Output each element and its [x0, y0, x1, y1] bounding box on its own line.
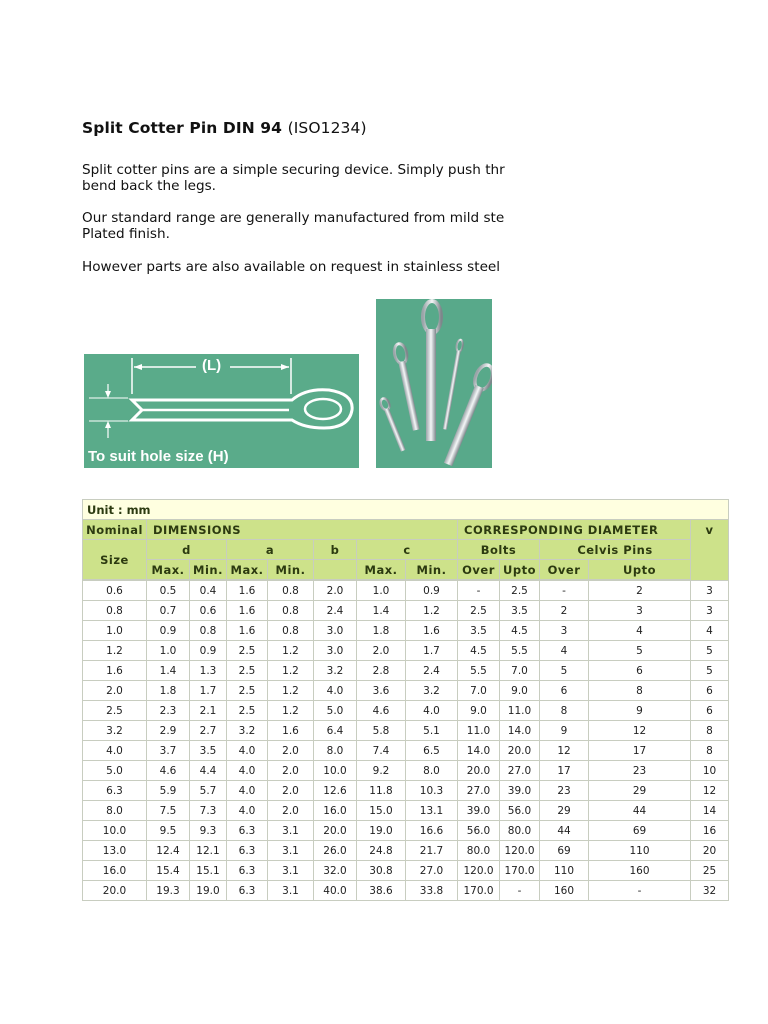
sub-clevis-upto: Upto [589, 560, 690, 579]
table-cell: 69 [540, 841, 588, 860]
table-cell: 3.1 [268, 841, 313, 860]
table-cell: 1.2 [268, 701, 313, 720]
table-cell: 1.6 [406, 621, 457, 640]
table-cell: 11.0 [458, 721, 499, 740]
table-cell: 25 [691, 861, 728, 880]
table-cell: 4.0 [83, 741, 146, 760]
table-cell: 2 [540, 601, 588, 620]
table-cell: 3.1 [268, 821, 313, 840]
table-cell: 14.0 [500, 721, 539, 740]
table-cell: 4 [589, 621, 690, 640]
table-cell: 6.3 [227, 881, 267, 900]
table-cell: 39.0 [500, 781, 539, 800]
table-cell: 1.0 [357, 581, 405, 600]
table-cell: 3.2 [227, 721, 267, 740]
table-cell: 20.0 [500, 741, 539, 760]
table-cell: 23 [589, 761, 690, 780]
table-cell: 5.7 [190, 781, 226, 800]
table-cell: 1.7 [190, 681, 226, 700]
table-cell: 120.0 [458, 861, 499, 880]
table-cell: 6.3 [83, 781, 146, 800]
table-cell: 8 [540, 701, 588, 720]
sub-a-max: Max. [227, 560, 267, 579]
table-cell: 6.3 [227, 821, 267, 840]
cotter-pins-illustration [376, 299, 492, 468]
header-size: Size [83, 540, 146, 579]
table-cell: 8 [691, 741, 728, 760]
table-cell: 1.6 [227, 601, 267, 620]
stainless-paragraph [82, 259, 522, 275]
table-cell: 0.7 [147, 601, 189, 620]
table-cell: 9 [589, 701, 690, 720]
table-cell: 9.3 [190, 821, 226, 840]
table-cell: 14.0 [458, 741, 499, 760]
table-cell: 8.0 [83, 801, 146, 820]
table-cell: 170.0 [458, 881, 499, 900]
table-cell: 4.5 [458, 641, 499, 660]
table-cell: 69 [589, 821, 690, 840]
table-cell: 4.6 [147, 761, 189, 780]
table-cell: 3 [540, 621, 588, 640]
table-cell: 1.2 [268, 661, 313, 680]
table-cell: 4.6 [357, 701, 405, 720]
table-cell: 24.8 [357, 841, 405, 860]
table-row [83, 861, 728, 880]
table-cell: 2.5 [227, 681, 267, 700]
table-cell: 33.8 [406, 881, 457, 900]
table-cell: 0.8 [268, 581, 313, 600]
table-cell: 2.5 [83, 701, 146, 720]
table-row [83, 601, 728, 620]
table-cell: 13.1 [406, 801, 457, 820]
sub-d-min: Min. [190, 560, 226, 579]
table-cell: 1.7 [406, 641, 457, 660]
table-cell: 30.8 [357, 861, 405, 880]
table-cell: 0.5 [147, 581, 189, 600]
table-cell: 8 [589, 681, 690, 700]
table-cell: 1.6 [227, 621, 267, 640]
table-cell: 3.5 [458, 621, 499, 640]
table-cell: 11.8 [357, 781, 405, 800]
page-title: Split Cotter Pin DIN 94 (ISO1234) [82, 119, 367, 137]
table-cell: 14 [691, 801, 728, 820]
table-cell: 1.6 [268, 721, 313, 740]
table-cell: 5 [691, 641, 728, 660]
intro-paragraph [82, 162, 522, 194]
sub-c-max: Max. [357, 560, 405, 579]
header-clevis-pins: Celvis Pins [540, 540, 690, 559]
table-cell: 27.0 [500, 761, 539, 780]
table-cell: 15.1 [190, 861, 226, 880]
sub-clevis-over: Over [540, 560, 588, 579]
table-cell: 5.5 [500, 641, 539, 660]
table-cell: 2.5 [227, 701, 267, 720]
table-cell: 0.4 [190, 581, 226, 600]
table-cell: 6.5 [406, 741, 457, 760]
table-cell: - [458, 581, 499, 600]
header-c: c [357, 540, 457, 559]
table-cell: 3.0 [314, 641, 356, 660]
table-cell: - [540, 581, 588, 600]
table-cell: 4 [691, 621, 728, 640]
header-nominal: Nominal [83, 520, 146, 539]
table-cell: 5.8 [357, 721, 405, 740]
table-cell: 4 [540, 641, 588, 660]
table-cell: 2.5 [227, 661, 267, 680]
table-cell: 2.5 [227, 641, 267, 660]
table-cell: 29 [540, 801, 588, 820]
table-cell: 2 [589, 581, 690, 600]
table-cell: 6 [589, 661, 690, 680]
table-cell: 5.0 [314, 701, 356, 720]
table-row [83, 841, 728, 860]
table-cell: 32 [691, 881, 728, 900]
header-v: v [691, 520, 728, 580]
table-cell: 5 [589, 641, 690, 660]
table-row [83, 681, 728, 700]
table-cell: 6.4 [314, 721, 356, 740]
table-cell: 20 [691, 841, 728, 860]
table-cell: 1.6 [227, 581, 267, 600]
material-line-2: Plated finish. [82, 226, 170, 242]
table-cell: - [500, 881, 539, 900]
table-cell: 80.0 [500, 821, 539, 840]
table-cell: 5.0 [83, 761, 146, 780]
table-row [83, 801, 728, 820]
table-cell: 4.0 [314, 681, 356, 700]
intro-line-2: bend back the legs. [82, 178, 216, 194]
table-cell: 2.9 [147, 721, 189, 740]
table-cell: 6 [540, 681, 588, 700]
table-cell: 44 [540, 821, 588, 840]
material-line-1: Our standard range are generally manufactured from mild ste [82, 210, 505, 226]
table-cell: 0.6 [190, 601, 226, 620]
table-cell: 9.0 [458, 701, 499, 720]
table-cell: 3.5 [500, 601, 539, 620]
table-cell: 17 [540, 761, 588, 780]
table-cell: 2.1 [190, 701, 226, 720]
table-row [83, 881, 728, 900]
table-cell: 5.1 [406, 721, 457, 740]
table-cell: 5.5 [458, 661, 499, 680]
table-cell: 38.6 [357, 881, 405, 900]
table-cell: 4.4 [190, 761, 226, 780]
table-cell: 2.8 [357, 661, 405, 680]
header-corresponding-diameter: CORRESPONDING DIAMETER [458, 520, 690, 539]
table-cell: 3.2 [83, 721, 146, 740]
table-cell: 4.0 [227, 741, 267, 760]
table-cell: 110 [540, 861, 588, 880]
table-cell: 5.9 [147, 781, 189, 800]
table-row [83, 761, 728, 780]
table-cell: 110 [589, 841, 690, 860]
table-cell: 0.8 [190, 621, 226, 640]
table-cell: 10.0 [83, 821, 146, 840]
table-cell: 5 [691, 661, 728, 680]
length-label: (L) [202, 357, 222, 374]
table-cell: 3.1 [268, 881, 313, 900]
table-cell: 7.4 [357, 741, 405, 760]
table-cell: 7.0 [458, 681, 499, 700]
header-d: d [147, 540, 226, 559]
sub-bolts-over: Over [458, 560, 499, 579]
sub-bolts-upto: Upto [500, 560, 539, 579]
table-cell: 80.0 [458, 841, 499, 860]
table-cell: 44 [589, 801, 690, 820]
table-cell: 7.0 [500, 661, 539, 680]
table-cell: 8.0 [314, 741, 356, 760]
table-cell: 6.3 [227, 841, 267, 860]
table-cell: 6 [691, 701, 728, 720]
table-cell: 1.8 [357, 621, 405, 640]
table-row [83, 781, 728, 800]
sub-d-max: Max. [147, 560, 189, 579]
table-cell: 2.5 [458, 601, 499, 620]
cotter-pin-diagram [84, 354, 359, 468]
table-cell: 20.0 [83, 881, 146, 900]
table-cell: 8.0 [406, 761, 457, 780]
table-cell: 27.0 [458, 781, 499, 800]
table-cell: 0.9 [147, 621, 189, 640]
unit-label: Unit : mm [83, 500, 728, 519]
table-cell: 0.9 [406, 581, 457, 600]
table-cell: 1.8 [147, 681, 189, 700]
table-cell: 12.1 [190, 841, 226, 860]
table-cell: 20.0 [458, 761, 499, 780]
table-cell: 3 [589, 601, 690, 620]
table-cell: 12.6 [314, 781, 356, 800]
header-a: a [227, 540, 313, 559]
table-cell: 3 [691, 581, 728, 600]
table-cell: 2.4 [406, 661, 457, 680]
table-cell: 11.0 [500, 701, 539, 720]
table-cell: 3.2 [406, 681, 457, 700]
table-cell: 19.3 [147, 881, 189, 900]
table-cell: 7.3 [190, 801, 226, 820]
table-cell: 16.0 [314, 801, 356, 820]
table-cell: 19.0 [190, 881, 226, 900]
table-cell: 12.4 [147, 841, 189, 860]
table-cell: 0.8 [268, 601, 313, 620]
table-cell: 1.2 [268, 641, 313, 660]
table-cell: 2.0 [314, 581, 356, 600]
table-cell: 0.9 [190, 641, 226, 660]
table-cell: 160 [540, 881, 588, 900]
table-row [83, 661, 728, 680]
table-cell: 0.6 [83, 581, 146, 600]
table-row [83, 621, 728, 640]
sub-c-min: Min. [406, 560, 457, 579]
table-cell: 16.0 [83, 861, 146, 880]
table-cell: 21.7 [406, 841, 457, 860]
table-cell: 3.0 [314, 621, 356, 640]
table-cell: 1.4 [357, 601, 405, 620]
hole-size-label: To suit hole size (H) [88, 448, 229, 465]
intro-line-1: Split cotter pins are a simple securing device. Simply push thr [82, 162, 505, 178]
table-cell: 4.5 [500, 621, 539, 640]
table-cell: 10.3 [406, 781, 457, 800]
table-cell: 29 [589, 781, 690, 800]
table-cell: 3.6 [357, 681, 405, 700]
table-cell: 0.8 [268, 621, 313, 640]
dimensions-table [82, 499, 729, 901]
table-cell: 56.0 [458, 821, 499, 840]
table-cell: 1.0 [83, 621, 146, 640]
table-cell: 19.0 [357, 821, 405, 840]
table-cell: 3.7 [147, 741, 189, 760]
table-cell: 26.0 [314, 841, 356, 860]
header-dimensions: DIMENSIONS [147, 520, 457, 539]
table-row [83, 641, 728, 660]
table-cell: 170.0 [500, 861, 539, 880]
table-cell: 15.0 [357, 801, 405, 820]
table-cell: 4.0 [406, 701, 457, 720]
table-cell: 3.2 [314, 661, 356, 680]
table-cell: 4.0 [227, 761, 267, 780]
table-cell: 1.3 [190, 661, 226, 680]
table-cell: 160 [589, 861, 690, 880]
table-row [83, 701, 728, 720]
sub-b-empty [314, 560, 356, 579]
material-paragraph [82, 210, 522, 242]
table-cell: 2.0 [357, 641, 405, 660]
table-cell: 8 [691, 721, 728, 740]
table-cell: 1.6 [83, 661, 146, 680]
stainless-line-1: However parts are also available on request in stainless steel [82, 259, 501, 275]
table-cell: 12 [540, 741, 588, 760]
table-body [83, 581, 728, 900]
header-bolts: Bolts [458, 540, 539, 559]
table-cell: 23 [540, 781, 588, 800]
table-cell: 2.0 [268, 781, 313, 800]
table-cell: 2.0 [83, 681, 146, 700]
table-cell: 2.0 [268, 761, 313, 780]
table-cell: 15.4 [147, 861, 189, 880]
table-cell: 9.5 [147, 821, 189, 840]
table-cell: 3.1 [268, 861, 313, 880]
table-cell: 6 [691, 681, 728, 700]
table-cell: 10 [691, 761, 728, 780]
table-cell: 1.2 [406, 601, 457, 620]
table-cell: 1.0 [147, 641, 189, 660]
table-cell: 32.0 [314, 861, 356, 880]
table-cell: 1.2 [83, 641, 146, 660]
table-cell: 39.0 [458, 801, 499, 820]
table-cell: 6.3 [227, 861, 267, 880]
table-cell: 0.8 [83, 601, 146, 620]
header-b: b [314, 540, 356, 559]
table-cell: 12 [691, 781, 728, 800]
table-cell: 2.4 [314, 601, 356, 620]
table-row [83, 721, 728, 740]
table-cell: 12 [589, 721, 690, 740]
table-cell: 16 [691, 821, 728, 840]
table-cell: 13.0 [83, 841, 146, 860]
table-cell: 20.0 [314, 821, 356, 840]
table-cell: 1.2 [268, 681, 313, 700]
table-row [83, 821, 728, 840]
cotter-pins-photo [376, 299, 492, 468]
table-cell: 56.0 [500, 801, 539, 820]
table-cell: 7.5 [147, 801, 189, 820]
table-cell: 2.0 [268, 801, 313, 820]
table-cell: 4.0 [227, 781, 267, 800]
table-cell: 2.7 [190, 721, 226, 740]
table-cell: 9.0 [500, 681, 539, 700]
table-cell: - [589, 881, 690, 900]
table-cell: 5 [540, 661, 588, 680]
table-cell: 40.0 [314, 881, 356, 900]
table-cell: 9 [540, 721, 588, 740]
table-cell: 3 [691, 601, 728, 620]
table-row [83, 741, 728, 760]
table-cell: 27.0 [406, 861, 457, 880]
table-row [83, 581, 728, 600]
table-cell: 2.3 [147, 701, 189, 720]
table-cell: 9.2 [357, 761, 405, 780]
table-cell: 120.0 [500, 841, 539, 860]
table-cell: 10.0 [314, 761, 356, 780]
table-cell: 2.5 [500, 581, 539, 600]
sub-a-min: Min. [268, 560, 313, 579]
table-cell: 4.0 [227, 801, 267, 820]
table-cell: 1.4 [147, 661, 189, 680]
table-cell: 17 [589, 741, 690, 760]
table-cell: 16.6 [406, 821, 457, 840]
table-cell: 2.0 [268, 741, 313, 760]
table-cell: 3.5 [190, 741, 226, 760]
